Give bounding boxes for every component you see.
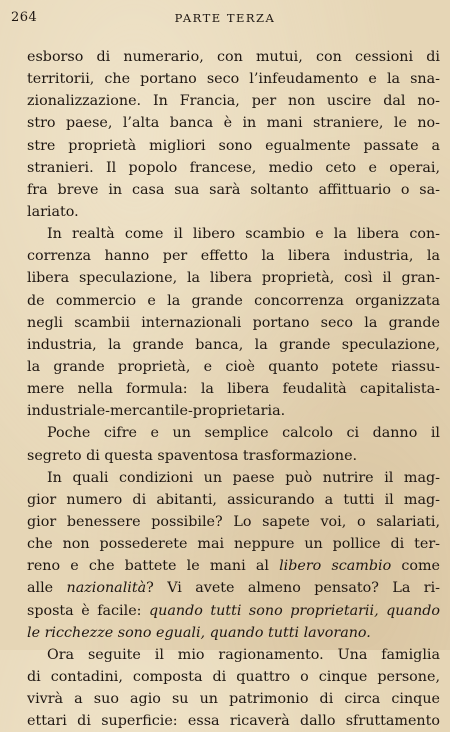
text-line: gior benessere possibile? Lo sapete voi, o salariati, — [27, 513, 440, 530]
text-line: la grande proprietà, e cioè quanto potete riassu- — [27, 358, 440, 375]
text-run: alle — [27, 580, 67, 597]
text-line: stre proprietà migliori sono egualmente passate a — [27, 137, 440, 154]
text-line: In quali condizioni un paese può nutrire il mag- — [47, 469, 440, 486]
text-line: Ora seguite il mio ragionamento. Una famiglia — [47, 646, 440, 663]
text-line: negli scambii internazionali portano seco la grande — [27, 314, 440, 331]
text-run: ? Vi avete almeno pensato? La ri- — [146, 580, 440, 597]
text-line: de commercio e la grande concorrenza organizzata — [27, 292, 440, 309]
body-text — [27, 46, 440, 732]
text-run: sposta è facile: — [27, 602, 149, 619]
text-line: mere nella formula: la libera feudalità capitalista- — [27, 381, 440, 398]
text-line: fra breve in casa sua sarà soltanto affittuario o sa- — [27, 181, 440, 198]
page-number: 264 — [11, 10, 38, 25]
text-line: ettari di superficie: essa ricaverà dallo sfruttamento — [27, 713, 440, 730]
italic-run: quando tutti sono proprietarii, quando — [149, 602, 440, 619]
text-line: vivrà a suo agio su un patrimonio di circa cinque — [27, 691, 440, 708]
italic-run: nazionalità — [66, 580, 147, 597]
text-run: reno e che battete le mani al — [27, 558, 280, 575]
text-line: stranieri. Il popolo francese, medio ceto e operai, — [27, 159, 440, 176]
text-line: che non possederete mai neppure un pollice di ter- — [27, 536, 440, 553]
text-line: di contadini, composta di quattro o cinque persone, — [27, 668, 440, 685]
running-head: PARTE TERZA — [174, 11, 276, 25]
text-line: segreto di questa spaventosa trasformazione. — [27, 447, 358, 464]
text-line: industriale-mercantile-proprietaria. — [27, 403, 286, 420]
text-line: gior numero di abitanti, assicurando a tutti il mag- — [27, 491, 440, 508]
text-line: zionalizzazione. In Francia, per non uscire dal no- — [27, 93, 440, 110]
text-line: stro paese, l’alta banca è in mani straniere, le no- — [27, 115, 440, 132]
text-line: correnza hanno per effetto la libera industria, la — [27, 248, 440, 265]
text-line: Poche cifre e un semplice calcolo ci danno il — [47, 425, 440, 442]
text-line — [27, 600, 440, 622]
italic-run: libero scambio — [279, 558, 392, 575]
text-run: come — [391, 558, 440, 575]
text-line: In realtà come il libero scambio e la libera con- — [47, 226, 440, 243]
text-line: territorii, che portano seco l’infeudamento e la sna- — [27, 71, 440, 88]
text-line: industria, la grande banca, la grande speculazione, — [27, 336, 440, 353]
text-line: lariato. — [27, 203, 79, 220]
text-line: esborso di numerario, con mutui, con cessioni di — [27, 49, 440, 65]
text-line — [27, 577, 440, 599]
text-line: le ricchezze sono eguali, quando tutti lavorano. — [27, 624, 371, 641]
text-line — [27, 555, 440, 577]
text-line: libera speculazione, la libera proprietà, così il gran- — [27, 270, 440, 287]
